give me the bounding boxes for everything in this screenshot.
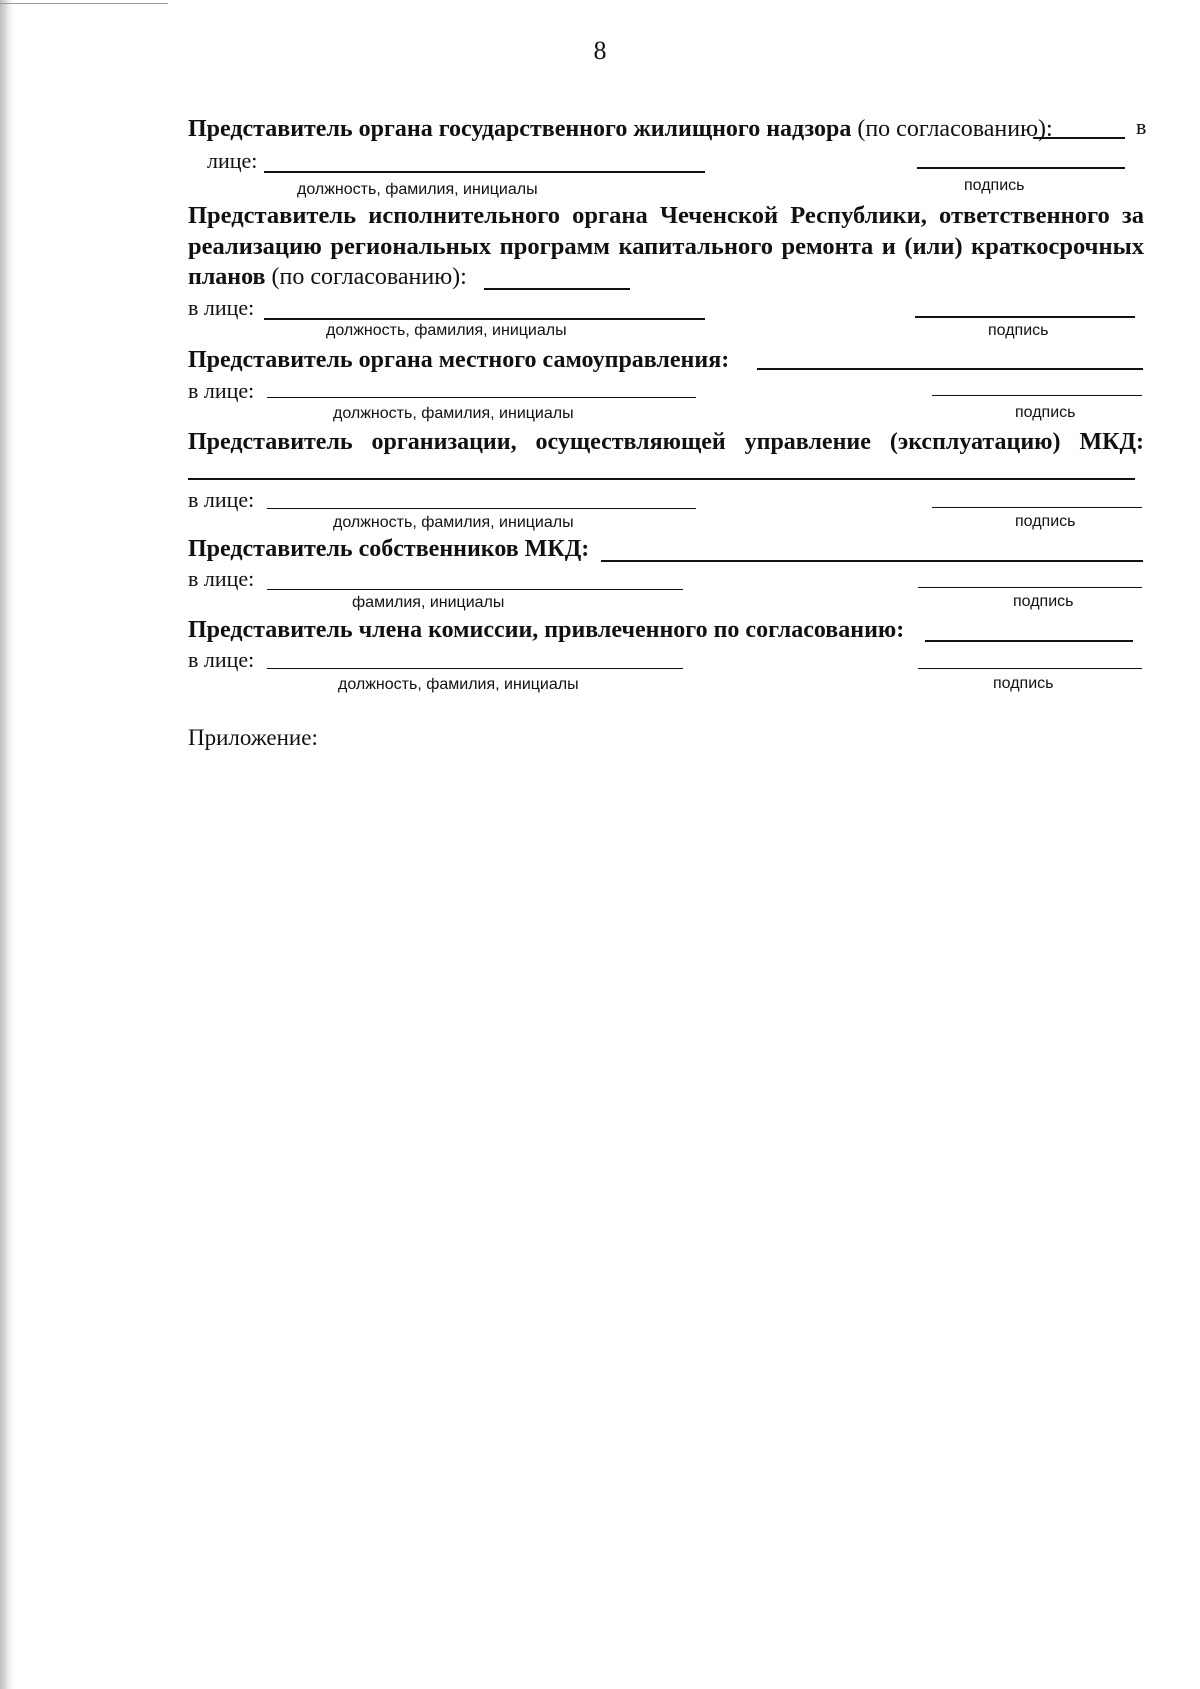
local-government-org-line[interactable] bbox=[757, 368, 1143, 370]
owners-name-line[interactable] bbox=[267, 589, 683, 590]
owners-caption-right: подпись bbox=[1013, 593, 1074, 610]
housing-supervision-heading bbox=[188, 116, 1053, 143]
commission-member-in-person: в лице: bbox=[188, 647, 255, 672]
local-government-caption-right: подпись bbox=[1015, 404, 1076, 421]
local-government-signature-line[interactable] bbox=[932, 395, 1142, 396]
scan-edge-shadow bbox=[0, 0, 14, 1689]
housing-supervision-note: (по согласованию): bbox=[857, 116, 1053, 142]
top-corner-rule bbox=[0, 3, 168, 4]
management-org-name-line[interactable] bbox=[188, 478, 1135, 480]
local-government-caption-left: должность, фамилия, инициалы bbox=[333, 405, 574, 422]
housing-supervision-title: Представитель органа государственного жилищного надзора bbox=[188, 116, 852, 142]
executive-body-line-3 bbox=[188, 264, 467, 291]
management-org-caption-right: подпись bbox=[1015, 513, 1076, 530]
management-org-in-person: в лице: bbox=[188, 487, 255, 512]
management-org-signature-line[interactable] bbox=[932, 507, 1142, 508]
management-org-caption-left: должность, фамилия, инициалы bbox=[333, 514, 574, 531]
commission-member-signature-line[interactable] bbox=[918, 668, 1142, 669]
commission-member-caption-right: подпись bbox=[993, 675, 1054, 692]
housing-supervision-caption-right: подпись bbox=[964, 177, 1025, 194]
local-government-name-line[interactable] bbox=[267, 397, 696, 398]
commission-member-name-line[interactable] bbox=[267, 668, 683, 669]
owners-org-line[interactable] bbox=[601, 560, 1143, 562]
commission-member-title: Представитель члена комиссии, привлеченного по согласованию: bbox=[188, 617, 905, 643]
executive-body-caption-right: подпись bbox=[988, 322, 1049, 339]
executive-body-line-1: Представитель исполнительного органа Чеченской Республики, ответственного за bbox=[188, 202, 1144, 229]
attachment-label: Приложение: bbox=[188, 725, 318, 750]
page-number: 8 bbox=[593, 36, 607, 65]
housing-supervision-name-line[interactable] bbox=[264, 171, 705, 173]
commission-member-caption-left: должность, фамилия, инициалы bbox=[338, 676, 579, 693]
owners-caption-left: фамилия, инициалы bbox=[352, 594, 505, 611]
executive-body-caption-left: должность, фамилия, инициалы bbox=[326, 322, 567, 339]
housing-supervision-tail: в bbox=[1136, 114, 1147, 139]
executive-body-signature-line[interactable] bbox=[915, 316, 1135, 318]
owners-in-person: в лице: bbox=[188, 566, 255, 591]
housing-supervision-in-person: лице: bbox=[207, 148, 258, 173]
executive-body-agreement-line[interactable] bbox=[484, 288, 630, 290]
housing-supervision-caption-left: должность, фамилия, инициалы bbox=[297, 181, 538, 198]
owners-title: Представитель собственников МКД: bbox=[188, 536, 590, 562]
management-org-title: Представитель организации, осуществляющей управление (эксплуатацию) МКД: bbox=[188, 429, 1144, 455]
housing-supervision-signature-line[interactable] bbox=[917, 167, 1125, 169]
local-government-title: Представитель органа местного самоуправления: bbox=[188, 347, 730, 373]
executive-body-plans: планов bbox=[188, 264, 266, 290]
executive-body-name-line[interactable] bbox=[264, 318, 705, 320]
executive-body-line-2: реализацию региональных программ капитального ремонта и (или) краткосрочных bbox=[188, 233, 1144, 260]
local-government-in-person: в лице: bbox=[188, 378, 255, 403]
management-org-person-line[interactable] bbox=[267, 508, 696, 509]
commission-member-org-line[interactable] bbox=[925, 640, 1133, 642]
executive-body-note: (по согласованию): bbox=[271, 264, 467, 290]
executive-body-in-person: в лице: bbox=[188, 295, 255, 320]
owners-signature-line[interactable] bbox=[918, 587, 1142, 588]
housing-supervision-agreement-line[interactable] bbox=[1033, 137, 1125, 139]
